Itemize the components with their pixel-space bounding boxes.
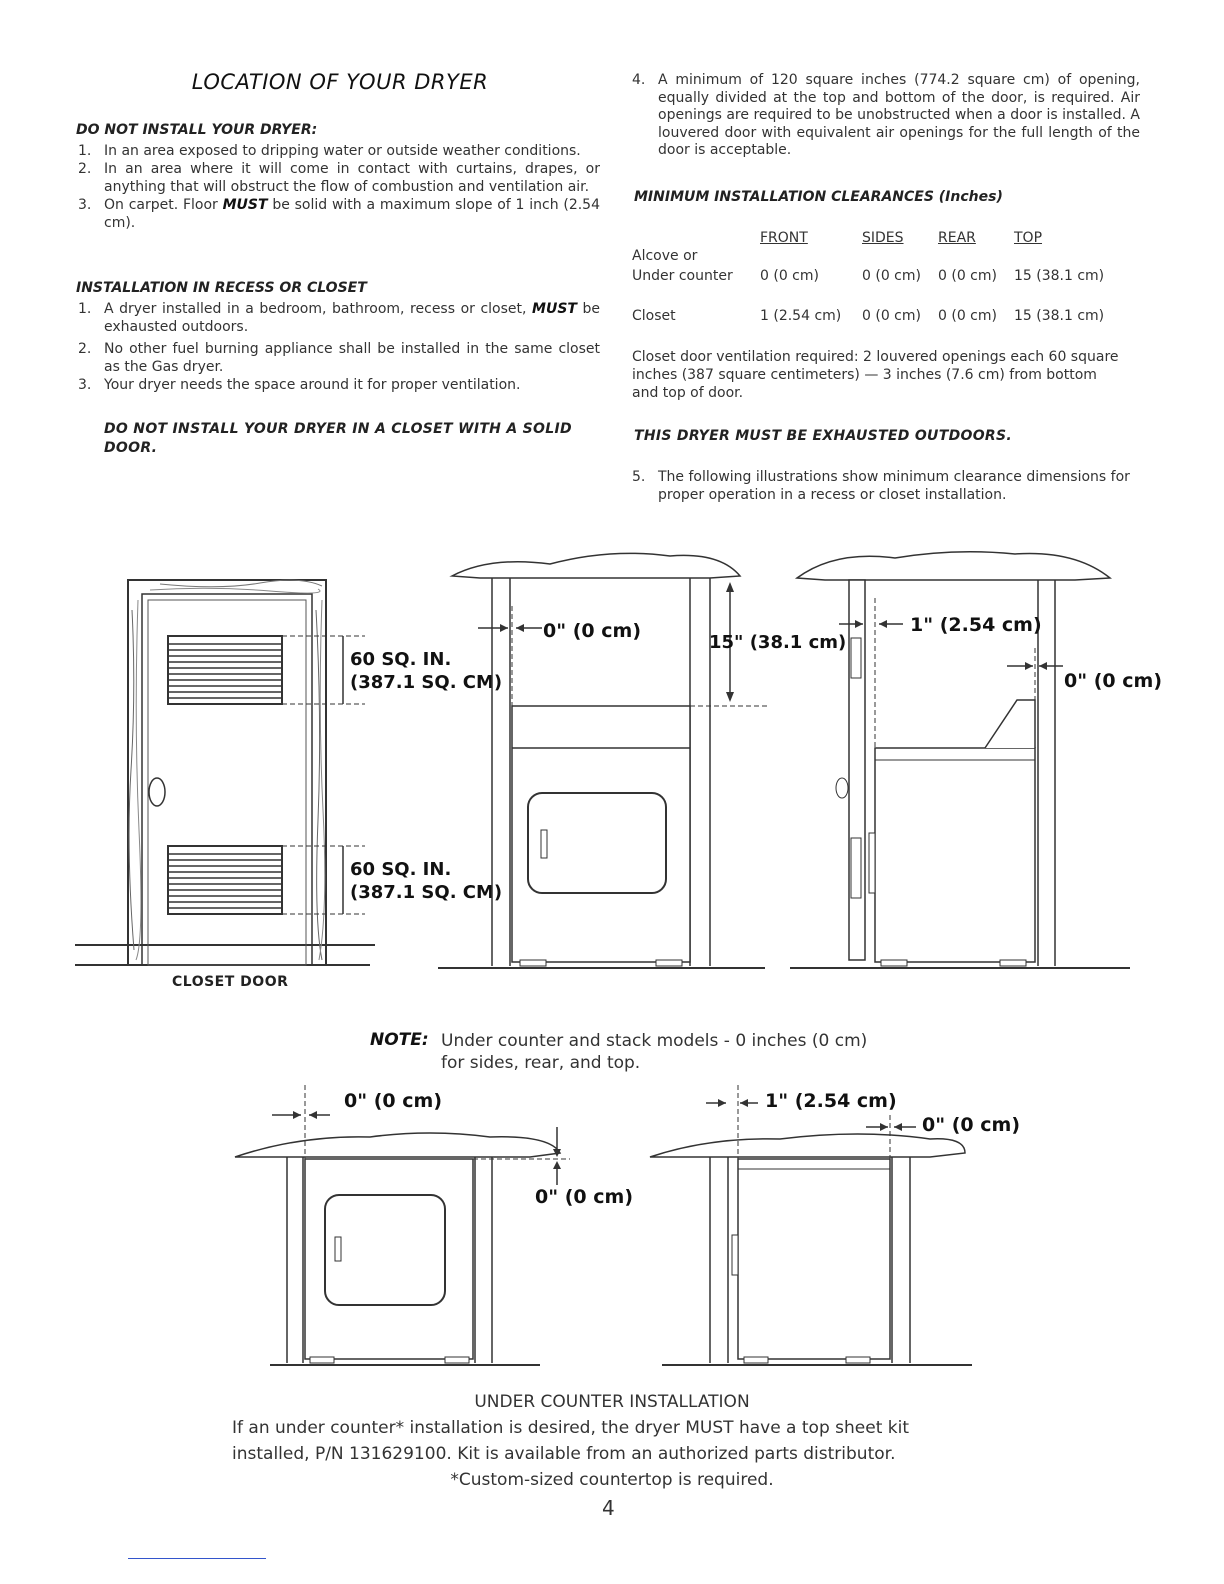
clearances-heading: MINIMUM INSTALLATION CLEARANCES (Inches) [634,189,1003,205]
recess-top-clearance: 15" (38.1 cm) [709,632,847,653]
closet-door-caption: CLOSET DOOR [172,974,289,990]
table-cell: 0 (0 cm) [938,308,997,324]
recess-heading: INSTALLATION IN RECESS OR CLOSET [76,280,367,296]
table-cell: 15 (38.1 cm) [1014,268,1105,284]
closet-rear-clearance: 0" (0 cm) [1064,670,1162,692]
list-item: 1. In an area exposed to dripping water or outside weather conditions. [78,143,581,159]
closet-side-view-illustration [785,548,1135,973]
note-line-1: Under counter and stack models - 0 inches (0 cm) [441,1031,868,1051]
table-cell: 0 (0 cm) [760,268,819,284]
under-counter-rear-clearance: 0" (0 cm) [922,1114,1020,1136]
list-item: 5. The following illustrations show minimum clearance dimensions for proper operation in a recess or closet installation. [632,469,1130,503]
note-text [441,1030,867,1074]
item-4 [630,72,1140,160]
closet-warning: DO NOT INSTALL YOUR DRYER IN A CLOSET WITH A SOLID DOOR. [104,421,572,456]
recess-side-clearance: 0" (0 cm) [543,620,641,642]
note-line-2: for sides, rear, and top. [441,1053,641,1073]
list-item: 2. No other fuel burning appliance shall be installed in the same closet as the Gas dryer. [78,341,600,375]
table-header-row [632,226,1104,246]
table-cell: 15 (38.1 cm) [1014,308,1105,324]
under-counter-front-clearance: 1" (2.54 cm) [765,1090,897,1112]
exhaust-warning: THIS DRYER MUST BE EXHAUSTED OUTDOORS. [634,428,1012,444]
row-label-under-counter: Under counter [632,268,733,284]
col-front: FRONT [760,230,808,246]
under-counter-line-2: installed, P/N 131629100. Kit is available from an authorized parts distributor. [232,1444,896,1464]
vent-area-sq-in: 60 SQ. IN. [350,859,452,880]
row-label-closet: Closet [632,308,676,324]
table-row [632,284,1104,324]
table-cell: 0 (0 cm) [862,268,921,284]
do-not-install-heading: DO NOT INSTALL YOUR DRYER: [76,122,318,138]
list-item: 3. On carpet. Floor MUST be solid with a maximum slope of 1 inch (2.54 cm). [78,197,600,231]
closet-door-illustration [60,570,390,970]
clearances-table [632,226,1104,324]
table-row [632,246,1104,264]
under-counter-line-1: If an under counter* installation is desired, the dryer MUST have a top sheet kit [232,1418,909,1438]
table-cell: 1 (2.54 cm) [760,308,842,324]
closet-front-clearance: 1" (2.54 cm) [910,614,1042,636]
vent-area-sq-in: 60 SQ. IN. [350,649,452,670]
list-item: 4. A minimum of 120 square inches (774.2 square cm) of opening, equally divided at the top and bottom of the door, is required. Air openings are required to be unobstructed when a door is installed. A louvered door with equivalent air openings for the full length of the door is acceptable. [632,72,1140,158]
page-title: LOCATION OF YOUR DRYER [191,70,489,94]
col-rear: REAR [938,230,976,246]
under-counter-front-illustration [230,1085,570,1370]
col-top: TOP [1014,230,1043,246]
page-number: 4 [602,1496,615,1520]
vent-area-sq-cm: (387.1 SQ. CM) [350,882,503,903]
table-row [632,264,1104,284]
under-counter-side-clearance: 0" (0 cm) [344,1090,442,1112]
under-counter-heading: UNDER COUNTER INSTALLATION [474,1392,750,1412]
note-label: NOTE: [370,1030,429,1050]
list-item: 3. Your dryer needs the space around it for proper ventilation. [78,377,521,393]
under-counter-footnote: *Custom-sized countertop is required. [450,1470,774,1490]
col-sides: SIDES [862,230,904,246]
row-label-alcove: Alcove or [632,248,698,264]
closet-ventilation-note: Closet door ventilation required: 2 louvered openings each 60 square inches (387 square centimeters) — 3 inches (7.6 cm) from bottom and top of door. [632,349,1119,401]
table-cell: 0 (0 cm) [938,268,997,284]
do-not-install-list [76,142,600,232]
under-counter-top-clearance: 0" (0 cm) [535,1186,633,1208]
list-item: 2. In an area where it will come in contact with curtains, drapes, or anything that will obstruct the flow of combustion and ventilation air. [78,161,600,195]
table-cell: 0 (0 cm) [862,308,921,324]
recess-front-view-illustration [430,548,770,973]
under-counter-section [112,1389,1112,1493]
vent-area-sq-cm: (387.1 SQ. CM) [350,672,503,693]
list-item: 1. A dryer installed in a bedroom, bathroom, recess or closet, MUST be exhausted outdoors. [78,301,601,335]
recess-list [76,300,600,394]
item-5 [630,468,1142,504]
footer-rule [128,1558,266,1559]
